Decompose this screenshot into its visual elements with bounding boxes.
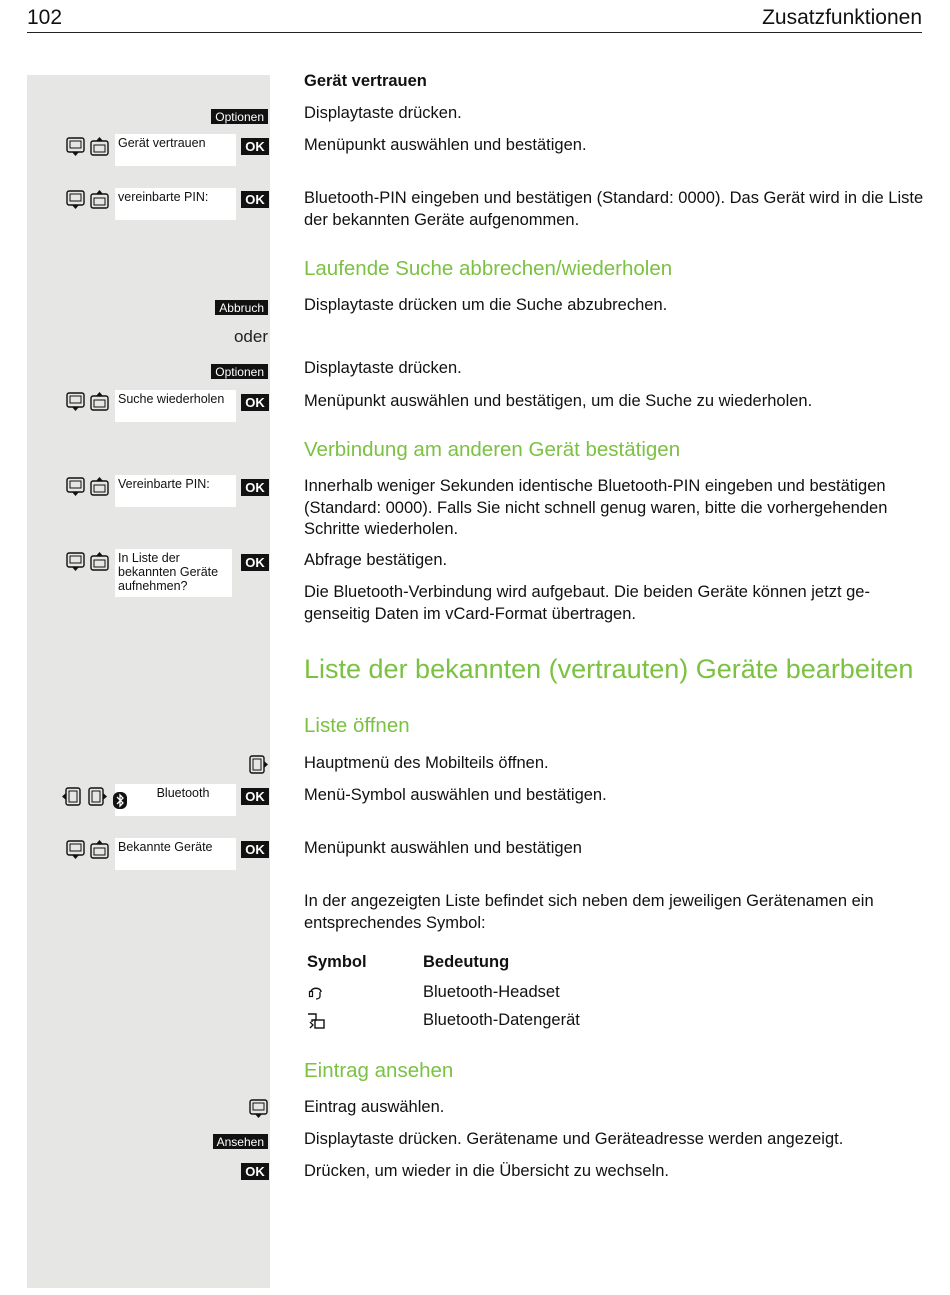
- display-text: In Liste der bekannten Geräte aufnehmen?: [118, 551, 219, 593]
- display-screen: [115, 784, 236, 816]
- nav-up-icon[interactable]: [90, 840, 109, 859]
- nav-down-icon[interactable]: [249, 1099, 268, 1118]
- nav-down-icon[interactable]: [66, 552, 85, 571]
- step-text: Menü-Symbol auswählen und bestätigen.: [304, 786, 607, 804]
- ok-button[interactable]: OK: [241, 394, 269, 411]
- optionen-softkey[interactable]: Optionen: [211, 364, 268, 379]
- section-title-suche: Laufende Suche abbrechen/wiederholen: [304, 257, 673, 280]
- nav-up-icon[interactable]: [90, 477, 109, 496]
- step-text: Abfrage bestätigen.: [304, 551, 448, 569]
- ok-button[interactable]: OK: [241, 841, 269, 858]
- step-text: Innerhalb weniger Sekunden identische Bluetooth-PIN eingeben und bestätigen (Standard: 0000). Falls Sie nicht schnell genug waren, bitte die vorhergehenden Schritte wiederholen.: [304, 477, 888, 538]
- step-text: Drücken, um wieder in die Übersicht zu wechseln.: [304, 1162, 669, 1180]
- ok-button[interactable]: OK: [241, 1163, 269, 1180]
- nav-down-icon[interactable]: [66, 840, 85, 859]
- display-screen: [115, 549, 232, 597]
- header-divider: [27, 32, 922, 33]
- ok-button[interactable]: OK: [241, 479, 269, 496]
- nav-up-icon[interactable]: [90, 552, 109, 571]
- section-title-geraet-vertrauen: Gerät vertrauen: [304, 72, 427, 90]
- section-title-verbindung: Verbindung am anderen Gerät bestätigen: [304, 438, 681, 461]
- nav-down-icon[interactable]: [66, 137, 85, 156]
- nav-down-icon[interactable]: [66, 190, 85, 209]
- chapter-title: Zusatzfunktionen: [762, 6, 922, 29]
- section-title-liste: Liste der bekannten (vertrauten) Geräte bearbeiten: [304, 654, 914, 684]
- section-title-eintrag: Eintrag ansehen: [304, 1059, 454, 1082]
- nav-right-icon[interactable]: [249, 755, 268, 774]
- oder-label: oder: [233, 327, 268, 346]
- table-header-symbol: Symbol: [307, 953, 367, 971]
- ansehen-softkey[interactable]: Ansehen: [213, 1134, 268, 1149]
- display-text: Bluetooth: [156, 786, 210, 800]
- ok-button[interactable]: OK: [241, 788, 269, 805]
- nav-up-icon[interactable]: [90, 392, 109, 411]
- display-screen: [115, 838, 236, 870]
- step-text: Menüpunkt auswählen und bestätigen: [304, 839, 582, 857]
- table-cell-meaning: Bluetooth-Headset: [423, 983, 560, 1001]
- ok-button[interactable]: OK: [241, 191, 269, 208]
- display-screen: [115, 475, 236, 507]
- display-screen: [115, 134, 236, 166]
- step-text: Hauptmenü des Mobilteils öffnen.: [304, 754, 549, 772]
- abbruch-softkey[interactable]: Abbruch: [215, 300, 268, 315]
- data-device-icon: [307, 1012, 327, 1030]
- display-text: Suche wiederholen: [118, 392, 225, 406]
- step-text: In der angezeigten Liste befindet sich neben dem jeweiligen Gerätenamen ein entsprechendes Symbol:: [304, 892, 874, 932]
- nav-right-icon[interactable]: [88, 787, 107, 806]
- step-text: Displaytaste drücken. Gerätename und Geräteadresse werden angezeigt.: [304, 1130, 844, 1148]
- nav-up-icon[interactable]: [90, 190, 109, 209]
- display-text: Gerät vertrauen: [118, 136, 206, 150]
- table-header-bedeutung: Bedeutung: [423, 953, 510, 971]
- display-screen: [115, 188, 236, 220]
- display-text: Bekannte Geräte: [118, 840, 213, 854]
- display-text: vereinbarte PIN:: [118, 190, 209, 204]
- step-text: Bluetooth-PIN eingeben und bestätigen (Standard: 0000). Das Gerät wird in die Liste der bekannten Geräte aufgenommen.: [304, 189, 924, 229]
- page-number: 102: [27, 6, 63, 29]
- nav-left-icon[interactable]: [62, 787, 81, 806]
- step-text: Menüpunkt auswählen und bestätigen, um die Suche zu wiederholen.: [304, 392, 813, 410]
- headset-icon: [307, 983, 325, 1001]
- bluetooth-icon: [113, 792, 127, 809]
- nav-down-icon[interactable]: [66, 392, 85, 411]
- step-text: Displaytaste drücken um die Suche abzubrechen.: [304, 296, 668, 314]
- step-text: Die Bluetooth-Verbindung wird aufgebaut. Die beiden Geräte können jetzt ge-genseitig Daten im vCard-Format übertragen.: [304, 583, 870, 623]
- ok-button[interactable]: OK: [241, 138, 269, 155]
- optionen-softkey[interactable]: Optionen: [211, 109, 268, 124]
- step-text: Displaytaste drücken.: [304, 359, 462, 377]
- table-cell-meaning: Bluetooth-Datengerät: [423, 1011, 580, 1029]
- subsection-title-liste-oeffnen: Liste öffnen: [304, 714, 410, 737]
- step-text: Eintrag auswählen.: [304, 1098, 445, 1116]
- step-text: Menüpunkt auswählen und bestätigen.: [304, 136, 587, 154]
- step-text: Displaytaste drücken.: [304, 104, 462, 122]
- display-text: Vereinbarte PIN:: [118, 477, 210, 491]
- display-screen: [115, 390, 236, 422]
- nav-down-icon[interactable]: [66, 477, 85, 496]
- ok-button[interactable]: OK: [241, 554, 269, 571]
- nav-up-icon[interactable]: [90, 137, 109, 156]
- instruction-sidebar: [27, 75, 270, 1288]
